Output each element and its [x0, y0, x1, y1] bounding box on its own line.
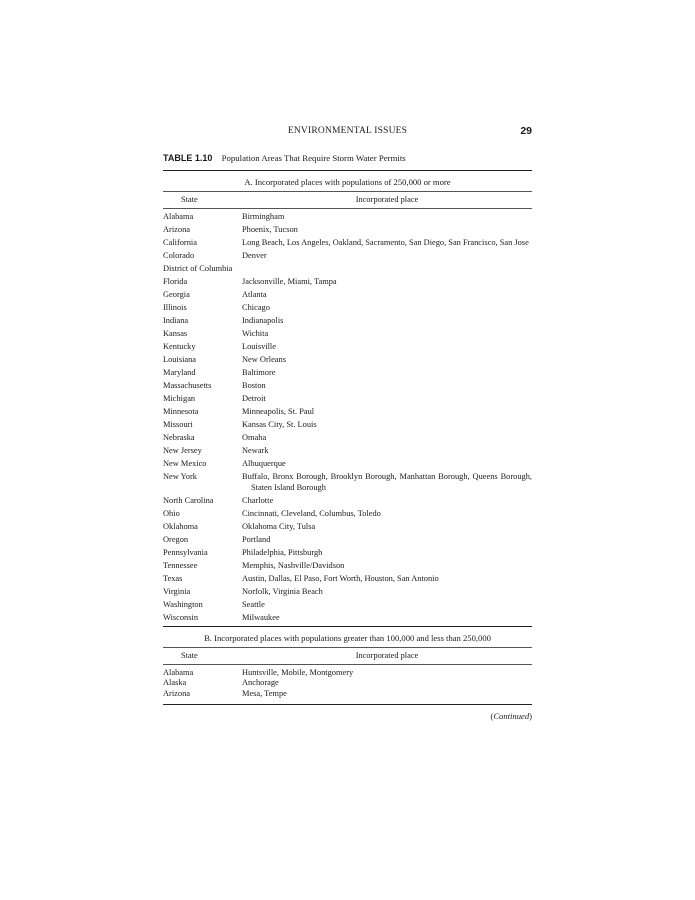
place-cell: Atlanta	[242, 290, 267, 299]
table-caption	[163, 153, 532, 163]
state-cell: Oregon	[163, 534, 189, 544]
place-cell: Cincinnati, Cleveland, Columbus, Toledo	[242, 508, 381, 518]
column-header-state: State	[181, 195, 198, 204]
place-cell: Jacksonville, Miami, Tampa	[242, 277, 337, 286]
table-row	[163, 225, 532, 236]
table-row	[163, 587, 532, 598]
section-a-column-headers	[163, 192, 532, 208]
table-row	[163, 316, 532, 327]
place-cell: Charlotte	[242, 495, 274, 505]
place-cell: Minneapolis, St. Paul	[242, 407, 315, 416]
table-row	[163, 420, 532, 431]
place-cell: Seattle	[242, 599, 265, 609]
place-cell: Anchorage	[242, 678, 279, 688]
place-cell: Birmingham	[242, 212, 285, 221]
place-cell: Newark	[242, 446, 269, 455]
state-cell: Nebraska	[163, 433, 195, 442]
table-row	[163, 303, 532, 314]
section-b-title: B. Incorporated places with populations greater than 100,000 and less than 250,000	[204, 632, 491, 643]
table-row	[163, 329, 532, 340]
table-row	[163, 342, 532, 353]
place-cell: Chicago	[242, 303, 270, 312]
table-row	[163, 535, 532, 546]
place-cell: Omaha	[242, 433, 267, 442]
table-row	[163, 277, 532, 288]
place-cell: Buffalo, Bronx Borough, Brooklyn Borough, Manhattan Borough, Queens Borough, Staten Island Borough	[242, 472, 532, 492]
table-row	[163, 509, 532, 520]
table-title: Population Areas That Require Storm Water Permits	[221, 153, 406, 163]
place-cell: Memphis, Nashville/Davidson	[242, 560, 345, 570]
page-header	[163, 126, 532, 140]
table-row	[163, 355, 532, 366]
place-cell: Albuquerque	[242, 459, 286, 468]
state-cell: Oklahoma	[163, 521, 198, 531]
section-b-column-headers	[163, 648, 532, 664]
state-cell: Pennsylvania	[163, 547, 208, 557]
state-cell: Louisiana	[163, 355, 197, 364]
place-cell: Denver	[242, 251, 267, 260]
state-cell: Wisconsin	[163, 612, 199, 622]
table-row	[163, 613, 532, 624]
state-cell: Virginia	[163, 586, 191, 596]
place-cell: Philadelphia, Pittsburgh	[242, 547, 323, 557]
place-cell: New Orleans	[242, 355, 286, 364]
state-cell: Arizona	[163, 225, 190, 234]
table-row	[163, 548, 532, 559]
section-b-rows	[163, 665, 532, 700]
table-label: TABLE 1.10	[163, 153, 213, 163]
place-cell: Wichita	[242, 329, 269, 338]
column-header-place: Incorporated place	[355, 195, 419, 204]
continued-label: Continued	[493, 710, 530, 721]
table-row	[163, 678, 532, 689]
table-row	[163, 496, 532, 507]
state-cell: Ohio	[163, 508, 180, 518]
state-cell: Arizona	[163, 688, 190, 698]
place-cell: Louisville	[242, 342, 276, 351]
table-row	[163, 561, 532, 572]
place-cell: Detroit	[242, 394, 266, 403]
place-cell: Norfolk, Virginia Beach	[242, 586, 323, 596]
state-cell: District of Columbia	[163, 264, 233, 273]
table-row	[163, 368, 532, 379]
place-cell: Oklahoma City, Tulsa	[242, 521, 316, 531]
table-row	[163, 689, 532, 700]
table-row	[163, 212, 532, 223]
page-number: 29	[520, 125, 532, 137]
table-row	[163, 381, 532, 392]
table-row	[163, 407, 532, 418]
state-cell: Michigan	[163, 394, 196, 403]
place-cell: Kansas City, St. Louis	[242, 420, 317, 429]
state-cell: Alabama	[163, 667, 194, 677]
state-cell: Kentucky	[163, 342, 196, 351]
column-header-state: State	[181, 650, 198, 660]
table-row	[163, 472, 532, 493]
place-cell: Mesa, Tempe	[242, 688, 287, 698]
place-cell: Indianapolis	[242, 316, 284, 325]
table-row	[163, 459, 532, 470]
state-cell: Tennessee	[163, 560, 198, 570]
table-row	[163, 251, 532, 262]
table-row	[163, 264, 532, 275]
state-cell: Minnesota	[163, 407, 199, 416]
place-cell: Portland	[242, 534, 271, 544]
state-cell: Kansas	[163, 329, 188, 338]
table-row	[163, 290, 532, 301]
table-row	[163, 238, 532, 249]
place-cell	[242, 264, 532, 275]
table-row	[163, 433, 532, 444]
table-row	[163, 446, 532, 457]
table-row	[163, 668, 532, 679]
place-cell: Phoenix, Tucson	[242, 225, 298, 234]
state-cell: Alabama	[163, 212, 194, 221]
state-cell: New Jersey	[163, 446, 202, 455]
section-a-rows	[163, 209, 532, 623]
state-cell: North Carolina	[163, 495, 214, 505]
state-cell: Illinois	[163, 303, 187, 312]
state-cell: Alaska	[163, 678, 187, 688]
state-cell: Massachusetts	[163, 381, 212, 390]
state-cell: Missouri	[163, 420, 193, 429]
state-cell: Indiana	[163, 316, 189, 325]
table-row	[163, 574, 532, 585]
place-cell: Huntsville, Mobile, Montgomery	[242, 667, 354, 677]
state-cell: Texas	[163, 573, 183, 583]
place-cell: Milwaukee	[242, 612, 280, 622]
table-row	[163, 600, 532, 611]
state-cell: Maryland	[163, 368, 196, 377]
state-cell: Washington	[163, 599, 203, 609]
place-cell: Austin, Dallas, El Paso, Fort Worth, Houston, San Antonio	[242, 573, 439, 583]
place-cell: Baltimore	[242, 368, 276, 377]
state-cell: New York	[163, 472, 197, 481]
state-cell: Colorado	[163, 251, 195, 260]
table-row	[163, 394, 532, 405]
continued-note: (Continued)	[490, 710, 532, 721]
column-header-place: Incorporated place	[355, 650, 419, 660]
section-a-title: A. Incorporated places with populations of 250,000 or more	[244, 177, 451, 187]
storm-water-table	[163, 170, 532, 721]
state-cell: New Mexico	[163, 459, 207, 468]
table-row	[163, 522, 532, 533]
state-cell: Florida	[163, 277, 188, 286]
state-cell: Georgia	[163, 290, 190, 299]
running-head: ENVIRONMENTAL ISSUES	[287, 126, 408, 136]
state-cell: California	[163, 238, 197, 247]
place-cell: Boston	[242, 381, 266, 390]
place-cell: Long Beach, Los Angeles, Oakland, Sacramento, San Diego, San Francisco, San Jose	[242, 238, 529, 247]
